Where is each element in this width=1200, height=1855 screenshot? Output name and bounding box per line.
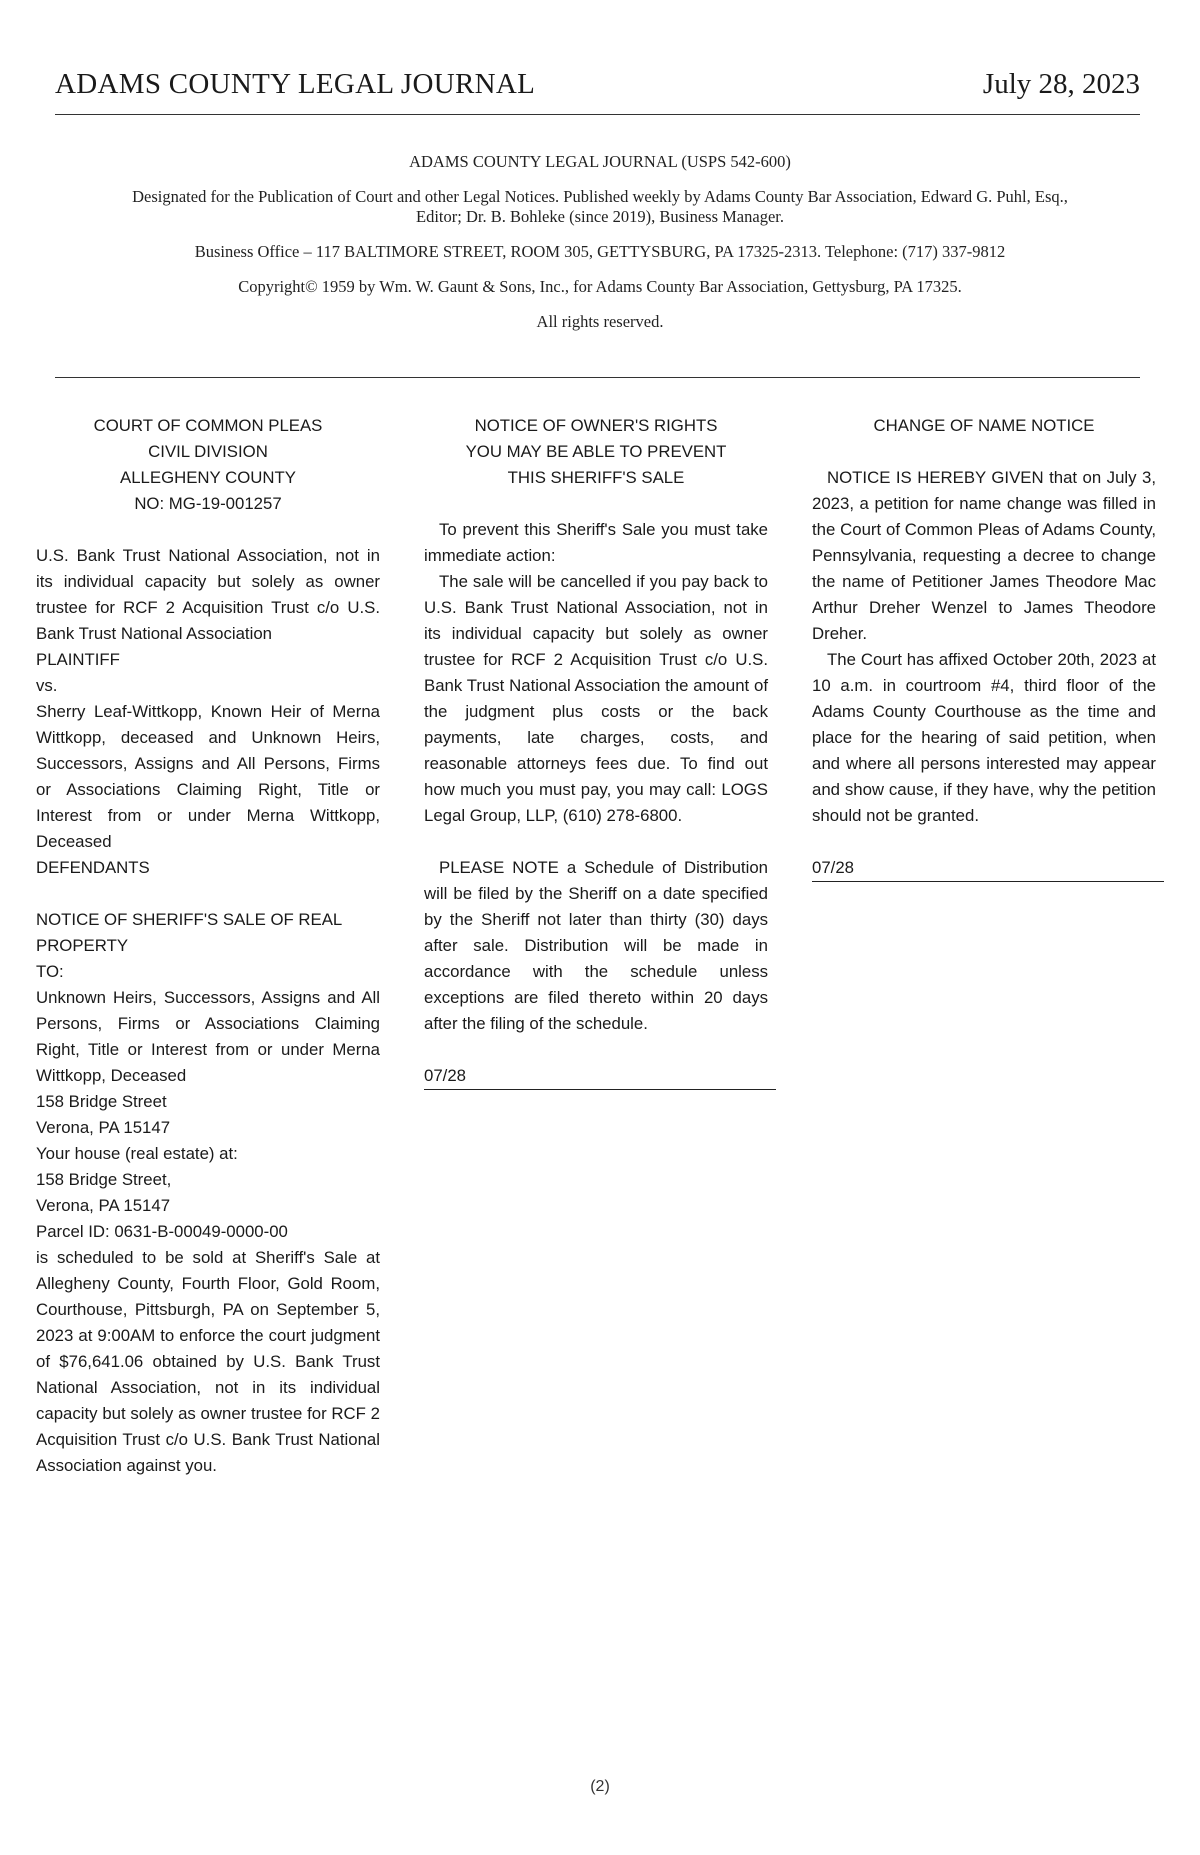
owner-rights-end-rule [424, 1089, 776, 1090]
court-name: COURT OF COMMON PLEAS [93, 416, 323, 435]
address-line-1: 158 Bridge Street [36, 1092, 167, 1111]
sheriff-sale-notice [36, 413, 380, 1479]
masthead-rights: All rights reserved. [536, 312, 664, 331]
masthead-copyright: Copyright© 1959 by Wm. W. Gaunt & Sons, Inc., for Adams County Bar Association, Gettysburg, PA 17325. [238, 277, 962, 296]
name-change-heading: CHANGE OF NAME NOTICE [873, 416, 1095, 435]
name-change-para-1: NOTICE IS HEREBY GIVEN that on July 3, 2023, a petition for name change was filled in the Court of Common Pleas of Adams County, Pennsylvania, requesting a decree to change the name of Petitioner James Theodore Mac Arthur Dreher Wenzel to James Theodore Dreher. [812, 468, 1156, 643]
sheriff-sale-title: NOTICE OF SHERIFF'S SALE OF REAL PROPERTY [36, 910, 342, 955]
journal-title: ADAMS COUNTY LEGAL JOURNAL [55, 68, 536, 100]
case-number: NO: MG-19-001257 [134, 494, 282, 513]
plaintiff-text: U.S. Bank Trust National Association, not in its individual capacity but solely as owner trustee for RCF 2 Acquisition Trust c/o U.S. Bank Trust National Association [36, 546, 380, 643]
plaintiff-label: PLAINTIFF [36, 650, 120, 669]
name-change-date-code: 07/28 [812, 858, 854, 877]
property-line-1: 158 Bridge Street, [36, 1170, 172, 1189]
property-line-2: Verona, PA 15147 [36, 1196, 171, 1215]
issue-date: July 28, 2023 [982, 68, 1140, 100]
house-label: Your house (real estate) at: [36, 1144, 238, 1163]
sale-details: is scheduled to be sold at Sheriff's Sale at Allegheny County, Fourth Floor, Gold Room, Courthouse, Pittsburgh, PA on September 5, 2023 at 9:00AM to enforce the court judgment of $76,641.06 obtained by U.S. Bank Trust National Association, not in its individual capacity but solely as owner trustee for RCF 2 Acquisition Trust c/o U.S. Bank Trust National Association against you. [36, 1248, 380, 1475]
journal-header [55, 68, 1140, 115]
owner-rights-heading-3: THIS SHERIFF'S SALE [507, 468, 685, 487]
masthead-name-line: ADAMS COUNTY LEGAL JOURNAL (USPS 542-600) [409, 152, 791, 171]
owner-rights-para-3: PLEASE NOTE a Schedule of Distribution will be filed by the Sheriff on a date specified by the Sheriff not later than thirty (30) days after sale. Distribution will be made in accordance with the schedule unless exceptions are filed thereto within 20 days after the filing of the schedule. [424, 858, 768, 1033]
name-change-end-rule [812, 881, 1164, 882]
recipients-text: Unknown Heirs, Successors, Assigns and All Persons, Firms or Associations Claiming Right, Title or Interest from or under Merna Wittkopp, Deceased [36, 988, 380, 1085]
owner-rights-heading-2: YOU MAY BE ABLE TO PREVENT [465, 442, 727, 461]
masthead [120, 152, 1080, 347]
owner-rights-notice [424, 413, 768, 1090]
court-division: CIVIL DIVISION [148, 442, 268, 461]
masthead-designation: Designated for the Publication of Court and other Legal Notices. Published weekly by Adams County Bar Association, Edward G. Puhl, Esq., Editor; Dr. B. Bohleke (since 2019), Business Manager. [132, 187, 1068, 226]
defendants-text: Sherry Leaf-Wittkopp, Known Heir of Merna Wittkopp, deceased and Unknown Heirs, Successors, Assigns and All Persons, Firms or Associations Claiming Right, Title or Interest from or under Merna Wittkopp, Deceased [36, 702, 380, 851]
masthead-business-office: Business Office – 117 BALTIMORE STREET, ROOM 305, GETTYSBURG, PA 17325-2313. Telephone: (717) 337-9812 [194, 242, 1006, 261]
owner-rights-heading-1: NOTICE OF OWNER'S RIGHTS [474, 416, 718, 435]
page-number: (2) [590, 1778, 610, 1795]
owner-rights-date-code: 07/28 [424, 1066, 466, 1085]
address-line-2: Verona, PA 15147 [36, 1118, 171, 1137]
court-county: ALLEGHENY COUNTY [120, 468, 296, 487]
to-label: TO: [36, 962, 64, 981]
owner-rights-para-2: The sale will be cancelled if you pay back to U.S. Bank Trust National Association, not in its individual capacity but solely as owner trustee for RCF 2 Acquisition Trust c/o U.S. Bank Trust National Association the amount of the judgment plus costs or the back payments, late charges, costs, and reasonable attorneys fees due. To find out how much you must pay, you may call: LOGS Legal Group, LLP, (610) 278-6800. [424, 572, 768, 825]
masthead-divider [55, 377, 1140, 378]
owner-rights-para-1: To prevent this Sheriff's Sale you must take immediate action: [424, 520, 768, 565]
parcel-id: Parcel ID: 0631-B-00049-0000-00 [36, 1222, 288, 1241]
versus-label: vs. [36, 676, 58, 695]
name-change-notice [812, 413, 1156, 882]
defendants-label: DEFENDANTS [36, 858, 150, 877]
name-change-para-2: The Court has affixed October 20th, 2023 at 10 a.m. in courtroom #4, third floor of the Adams County Courthouse as the time and place for the hearing of said petition, when and where all persons interested may appear and show cause, if they have, why the petition should not be granted. [812, 650, 1156, 825]
